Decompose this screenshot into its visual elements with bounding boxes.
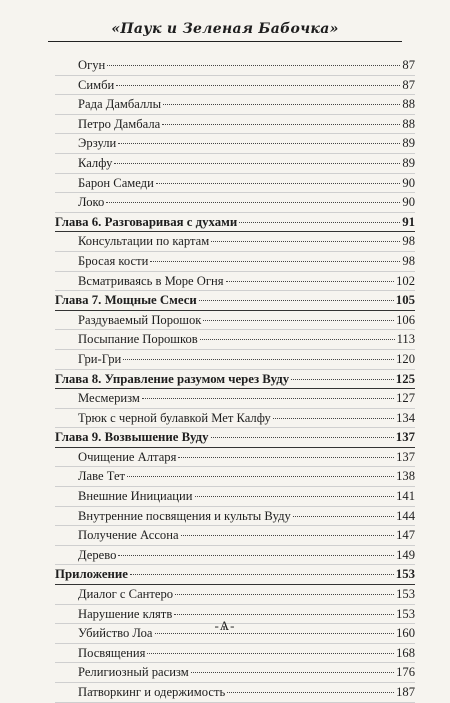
toc-entry-row bbox=[55, 467, 415, 487]
toc-page-number: 87 bbox=[402, 77, 415, 92]
dot-leader bbox=[273, 418, 394, 419]
toc-title: Калфу bbox=[78, 155, 113, 170]
toc-page-number: 89 bbox=[402, 155, 415, 170]
toc-chapter-row bbox=[55, 565, 415, 585]
toc-page-number: 147 bbox=[396, 528, 415, 543]
dot-leader bbox=[107, 65, 400, 66]
toc-title: Бросая кости bbox=[78, 253, 149, 268]
toc-title: Дерево bbox=[78, 547, 117, 562]
toc-title: Гри-Гри bbox=[78, 351, 122, 366]
dot-leader bbox=[150, 261, 400, 262]
dot-leader bbox=[181, 535, 395, 536]
dot-leader bbox=[227, 692, 394, 693]
toc-title: Приложение bbox=[55, 567, 128, 582]
toc-page-number: 125 bbox=[395, 371, 415, 386]
toc-page-number: 149 bbox=[396, 547, 415, 562]
toc-entry-row bbox=[55, 154, 415, 174]
toc-chapter-row bbox=[55, 291, 415, 311]
toc-entry-row bbox=[55, 507, 415, 527]
toc-title: Очищение Алтаря bbox=[78, 449, 177, 464]
toc-title: Всматриваясь в Море Огня bbox=[78, 273, 224, 288]
toc-page-number: 141 bbox=[396, 489, 415, 504]
dot-leader bbox=[123, 359, 394, 360]
toc-title: Петро Дамбала bbox=[78, 116, 161, 131]
dot-leader bbox=[163, 104, 400, 105]
toc-page-number: 187 bbox=[396, 685, 415, 699]
dot-leader bbox=[178, 457, 394, 458]
toc-title: Месмеризм bbox=[78, 391, 140, 406]
dot-leader bbox=[174, 614, 394, 615]
dot-leader bbox=[175, 594, 394, 595]
toc-title: Раздуваемый Порошок bbox=[78, 312, 202, 327]
dot-leader bbox=[211, 437, 394, 438]
toc-title: Локо bbox=[78, 195, 105, 210]
dot-leader bbox=[211, 241, 400, 242]
toc-chapter-row bbox=[55, 428, 415, 448]
toc-entry-row bbox=[55, 448, 415, 468]
toc-entry-row bbox=[55, 252, 415, 272]
toc-page-number: 153 bbox=[396, 587, 415, 602]
toc-page-number: 106 bbox=[396, 312, 415, 327]
dot-leader bbox=[203, 320, 394, 321]
dot-leader bbox=[114, 163, 400, 164]
table-of-contents bbox=[55, 56, 415, 703]
toc-page-number: 153 bbox=[395, 567, 415, 582]
toc-page-number: 98 bbox=[402, 253, 415, 268]
toc-entry-row bbox=[55, 683, 415, 703]
toc-title: Барон Самеди bbox=[78, 175, 154, 190]
toc-entry-row bbox=[55, 389, 415, 409]
toc-title: Рада Дамбаллы bbox=[78, 97, 162, 112]
toc-entry-row bbox=[55, 409, 415, 429]
toc-entry-row bbox=[55, 330, 415, 350]
toc-page-number: 105 bbox=[395, 293, 415, 308]
dot-leader bbox=[195, 496, 395, 497]
toc-title: Посвящения bbox=[78, 645, 146, 660]
toc-title: Лаве Тет bbox=[78, 469, 126, 484]
toc-page-number: 91 bbox=[402, 214, 415, 229]
toc-title: Религиозный расизм bbox=[78, 665, 189, 680]
toc-page-number: 138 bbox=[396, 469, 415, 484]
dot-leader bbox=[199, 300, 394, 301]
toc-page-number: 134 bbox=[396, 410, 415, 425]
toc-page-number: 120 bbox=[396, 351, 415, 366]
dot-leader bbox=[156, 183, 401, 184]
toc-title: Патворкинг и одержимость bbox=[78, 685, 226, 699]
dot-leader bbox=[130, 574, 394, 575]
toc-entry-row bbox=[55, 350, 415, 370]
toc-title: Симби bbox=[78, 77, 115, 92]
toc-page-number: 90 bbox=[402, 195, 415, 210]
toc-entry-row bbox=[55, 487, 415, 507]
dot-leader bbox=[118, 143, 400, 144]
toc-entry-row bbox=[55, 546, 415, 566]
toc-title: Посыпание Порошков bbox=[78, 332, 198, 347]
toc-title: Огун bbox=[78, 58, 106, 72]
toc-page-number: 88 bbox=[402, 97, 415, 112]
toc-entry-row bbox=[55, 585, 415, 605]
dot-leader bbox=[291, 379, 394, 380]
toc-page-number: 137 bbox=[396, 449, 415, 464]
toc-title: Внутренние посвящения и культы Вуду bbox=[78, 508, 291, 523]
toc-title: Глава 9. Возвышение Вуду bbox=[55, 430, 209, 445]
toc-title: Глава 8. Управление разумом через Вуду bbox=[55, 371, 290, 386]
dot-leader bbox=[147, 653, 394, 654]
toc-title: Глава 7. Мощные Смеси bbox=[55, 293, 197, 308]
toc-page-number: 102 bbox=[396, 273, 415, 288]
toc-entry-row bbox=[55, 644, 415, 664]
toc-page-number: 113 bbox=[396, 332, 415, 347]
toc-entry-row bbox=[55, 311, 415, 331]
toc-entry-row bbox=[55, 663, 415, 683]
toc-entry-row bbox=[55, 56, 415, 76]
toc-entry-row bbox=[55, 95, 415, 115]
toc-title: Эрзули bbox=[78, 136, 117, 151]
toc-title: Убийство Лоа bbox=[78, 626, 153, 641]
running-head: «Паук и Зеленая Бабочка» bbox=[111, 21, 339, 37]
toc-chapter-row bbox=[55, 213, 415, 233]
toc-page-number: 168 bbox=[396, 645, 415, 660]
dot-leader bbox=[116, 85, 400, 86]
dot-leader bbox=[200, 339, 395, 340]
dot-leader bbox=[118, 555, 394, 556]
toc-entry-row bbox=[55, 272, 415, 292]
dot-leader bbox=[239, 222, 400, 223]
toc-entry-row bbox=[55, 232, 415, 252]
toc-page-number: 89 bbox=[402, 136, 415, 151]
toc-title: Получение Ассона bbox=[78, 528, 179, 543]
dot-leader bbox=[162, 124, 400, 125]
toc-title: Диалог с Сантеро bbox=[78, 587, 174, 602]
footer-ornament: -Ѧ- bbox=[214, 618, 236, 633]
toc-page-number: 98 bbox=[402, 234, 415, 249]
toc-title: Трюк с черной булавкой Мет Калфу bbox=[78, 410, 271, 425]
toc-entry-row bbox=[55, 115, 415, 135]
dot-leader bbox=[106, 202, 400, 203]
toc-title: Внешние Инициации bbox=[78, 489, 193, 504]
toc-page-number: 176 bbox=[396, 665, 415, 680]
toc-title: Консультации по картам bbox=[78, 234, 210, 249]
toc-page-number: 153 bbox=[396, 606, 415, 621]
toc-page-number: 144 bbox=[396, 508, 415, 523]
dot-leader bbox=[191, 672, 394, 673]
dot-leader bbox=[142, 398, 394, 399]
toc-entry-row bbox=[55, 76, 415, 96]
toc-chapter-row bbox=[55, 370, 415, 390]
toc-page-number: 127 bbox=[396, 391, 415, 406]
toc-title: Глава 6. Разговаривая с духами bbox=[55, 214, 238, 229]
toc-page-number: 160 bbox=[396, 626, 415, 641]
toc-entry-row bbox=[55, 526, 415, 546]
dot-leader bbox=[226, 281, 395, 282]
header-rule bbox=[48, 41, 402, 42]
dot-leader bbox=[127, 476, 394, 477]
toc-page-number: 87 bbox=[402, 58, 415, 72]
toc-page-number: 88 bbox=[402, 116, 415, 131]
dot-leader bbox=[293, 516, 394, 517]
toc-title: Нарушение клятв bbox=[78, 606, 173, 621]
toc-entry-row bbox=[55, 193, 415, 213]
toc-entry-row bbox=[55, 174, 415, 194]
toc-page-number: 90 bbox=[402, 175, 415, 190]
toc-page-number: 137 bbox=[395, 430, 415, 445]
toc-entry-row bbox=[55, 134, 415, 154]
